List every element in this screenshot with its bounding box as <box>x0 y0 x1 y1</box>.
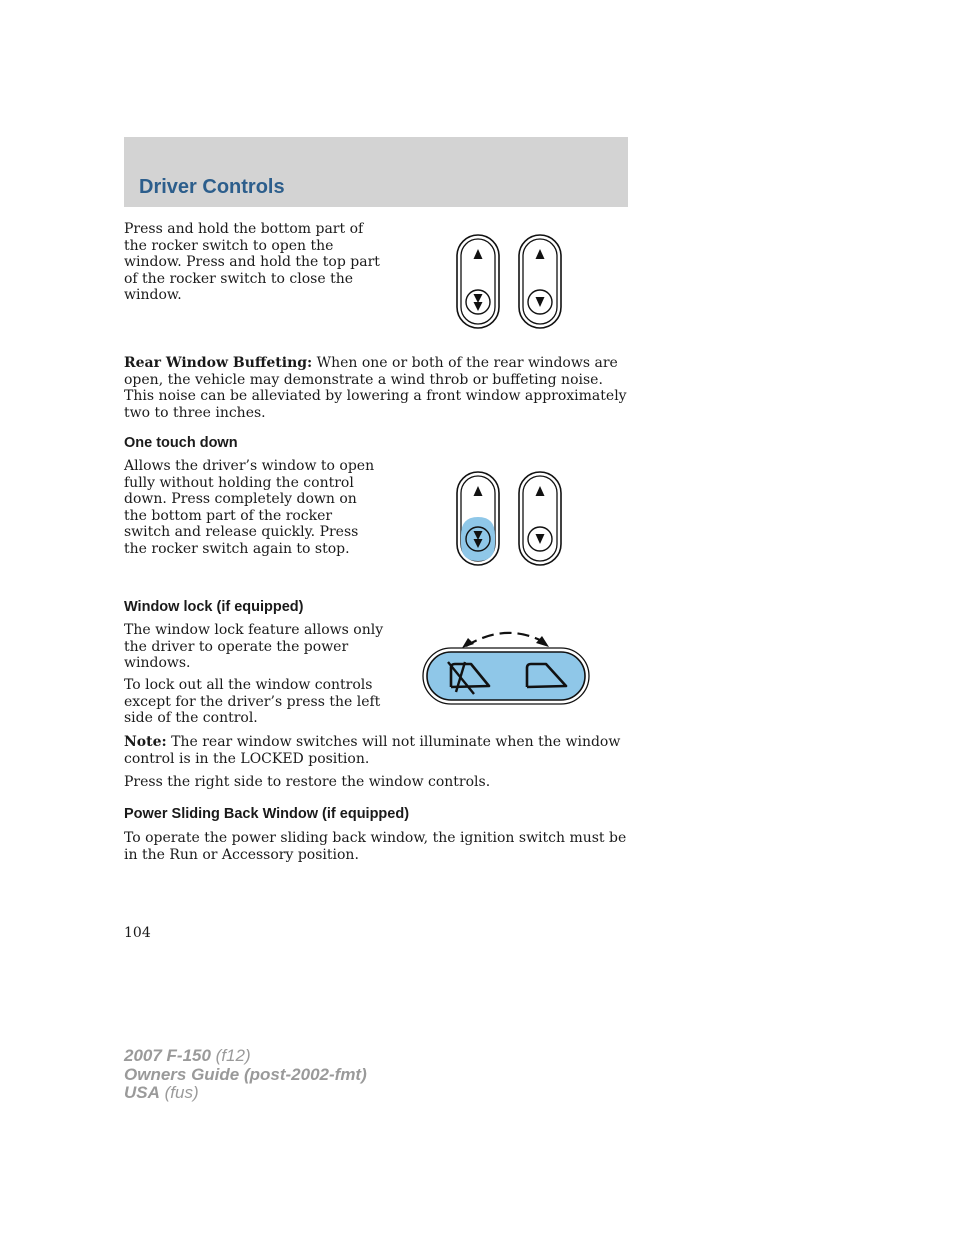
window-lock-paragraph-2: To lock out all the window controls except for the driver’s press the left side of the control. <box>124 677 381 726</box>
intro-paragraph: Press and hold the bottom part of the rocker switch to open the window. Press and hold the top part of the rocker switch to close the window. <box>124 221 380 303</box>
note-paragraph <box>124 734 628 767</box>
page-title: Driver Controls <box>139 176 285 198</box>
window-lock-paragraph-1: The window lock feature allows only the driver to operate the power windows. <box>124 622 384 671</box>
footer-line-3 <box>124 1084 367 1103</box>
footer-model-code: (f12) <box>210 1046 251 1065</box>
window-lock-heading: Window lock (if equipped) <box>124 599 304 615</box>
sliding-window-heading: Power Sliding Back Window (if equipped) <box>124 806 410 822</box>
footer-line-2 <box>124 1066 367 1085</box>
footer-model: 2007 F-150 <box>124 1046 211 1065</box>
buffeting-paragraph <box>124 355 628 421</box>
window-lock-switch-icon <box>418 624 594 708</box>
note-lead: Note: <box>124 734 167 750</box>
footer <box>124 1047 367 1103</box>
note-text: The rear window switches will not illuminate when the window control is in the LOCKED position. <box>124 734 621 767</box>
buffeting-text: When one or both of the rear windows are open, the vehicle may demonstrate a wind throb or buffeting noise. This noise can be alleviated by lowering a front window approximately two to three inches. <box>124 355 627 421</box>
buffeting-lead: Rear Window Buffeting: <box>124 355 313 371</box>
restore-paragraph: Press the right side to restore the window controls. <box>124 774 491 790</box>
window-switch-pair-icon <box>450 230 570 332</box>
page-number: 104 <box>124 925 151 941</box>
footer-guide: Owners Guide (post-2002-fmt) <box>124 1064 367 1084</box>
one-touch-down-switch-icon <box>450 467 570 569</box>
sliding-window-paragraph: To operate the power sliding back window, the ignition switch must be in the Run or Accessory position. <box>124 830 627 863</box>
footer-line-1 <box>124 1047 367 1066</box>
footer-market: USA <box>124 1083 160 1102</box>
one-touch-heading: One touch down <box>124 435 238 451</box>
one-touch-paragraph: Allows the driver’s window to open fully without holding the control down. Press completely down on the bottom part of the rocker switch and release quickly. Press the rocker switch again to stop. <box>124 458 375 557</box>
footer-market-code: (fus) <box>159 1083 199 1102</box>
